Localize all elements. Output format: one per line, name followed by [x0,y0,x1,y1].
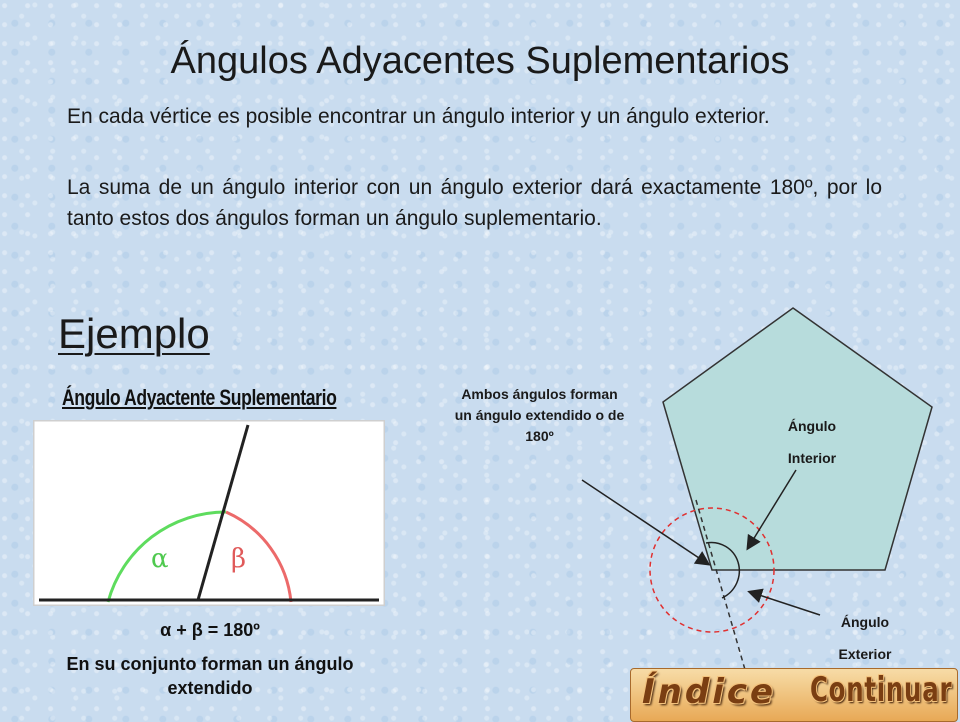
example-image-title: Ángulo Adyactente Suplementario [62,385,337,410]
angle-figure [33,420,385,606]
beta-label: β [231,544,247,574]
interior-sub: Interior [787,450,837,466]
alpha-label: α [151,544,169,574]
equation-label: α + β = 180º [160,620,260,640]
figure-caption: En su conjunto forman un ángulo extendido [66,654,354,698]
exterior-sub: Exterior [838,646,892,662]
note-interior [762,410,862,474]
paragraph-1: En cada vértice es posible encontrar un ángulo interior y un ángulo exterior. [67,105,770,128]
note-exterior [815,606,915,670]
exterior-word: Ángulo [840,614,890,630]
page-title: Ángulos Adyacentes Suplementarios [170,40,790,82]
continue-button[interactable]: Continuar [810,670,953,710]
paragraph-2: La suma de un ángulo interior con un ángulo exterior dará exactamente 180º, por lo tanto estos dos ángulos forman un ángulo suplementario. [67,176,882,230]
example-heading: Ejemplo [58,310,210,357]
index-button[interactable]: Índice [642,672,777,712]
arrow-exterior [750,592,820,615]
interior-word: Ángulo [787,418,837,434]
note-straight-angle: Ambos ángulos forman un ángulo extendido o de 180º [454,386,625,444]
